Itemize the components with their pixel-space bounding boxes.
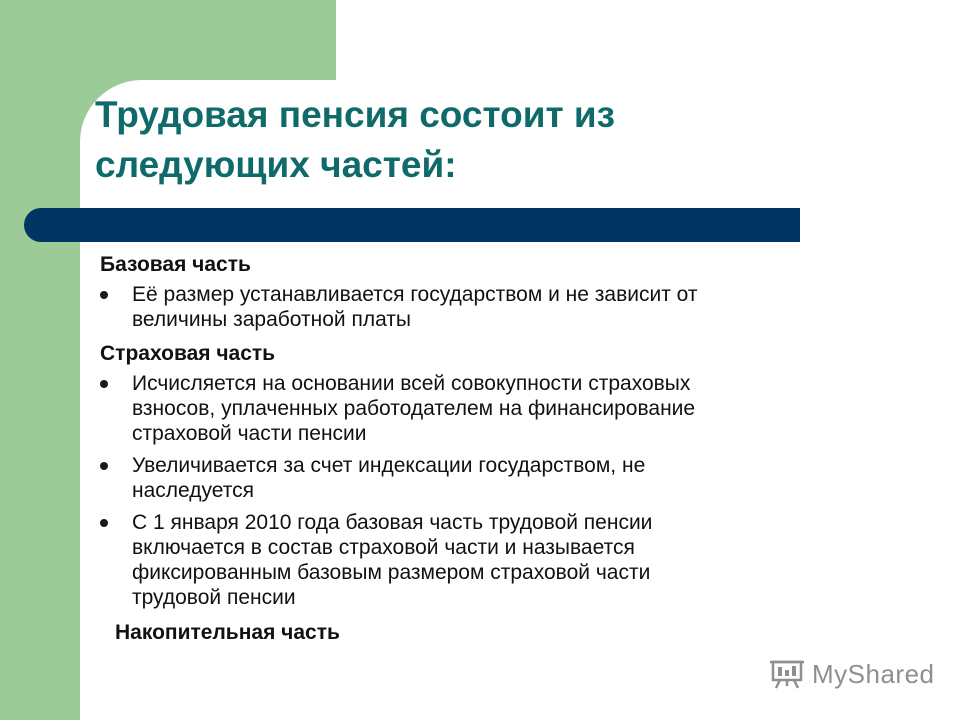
list-item [100,510,880,610]
slide-content [100,250,880,648]
section-heading-insurance: Страховая часть [100,342,276,365]
section-heading-base: Базовая часть [100,253,251,276]
bullet-text: Её размер устанавливается государством и не зависит от величины заработной платы [132,283,698,331]
presentation-board-icon [768,658,806,690]
bullet-dot-icon [100,462,108,470]
bullet-dot-icon [100,519,108,527]
bullet-text: Увеличивается за счет индексации государством, не наследуется [132,454,646,502]
section-heading-funded: Накопительная часть [115,621,340,644]
bullet-list-base [100,282,880,332]
bullet-dot-icon [100,291,108,299]
watermark-text: MyShared [812,658,935,689]
bullet-text: С 1 января 2010 года базовая часть трудовой пенсии включается в состав страховой части и называется фиксированным базовым размером страховой части трудовой пенсии [132,511,653,609]
bullet-list-insurance [100,371,880,610]
watermark-logo [768,658,935,690]
list-item [100,371,880,446]
bullet-text: Исчисляется на основании всей совокупности страховых взносов, уплаченных работодателем на финансирование страховой части пенсии [132,372,696,445]
title-divider-bar [24,208,800,242]
list-item [100,282,880,332]
bullet-dot-icon [100,380,108,388]
list-item [100,453,880,503]
slide-title: Трудовая пенсия состоит из следующих частей: [95,94,616,185]
